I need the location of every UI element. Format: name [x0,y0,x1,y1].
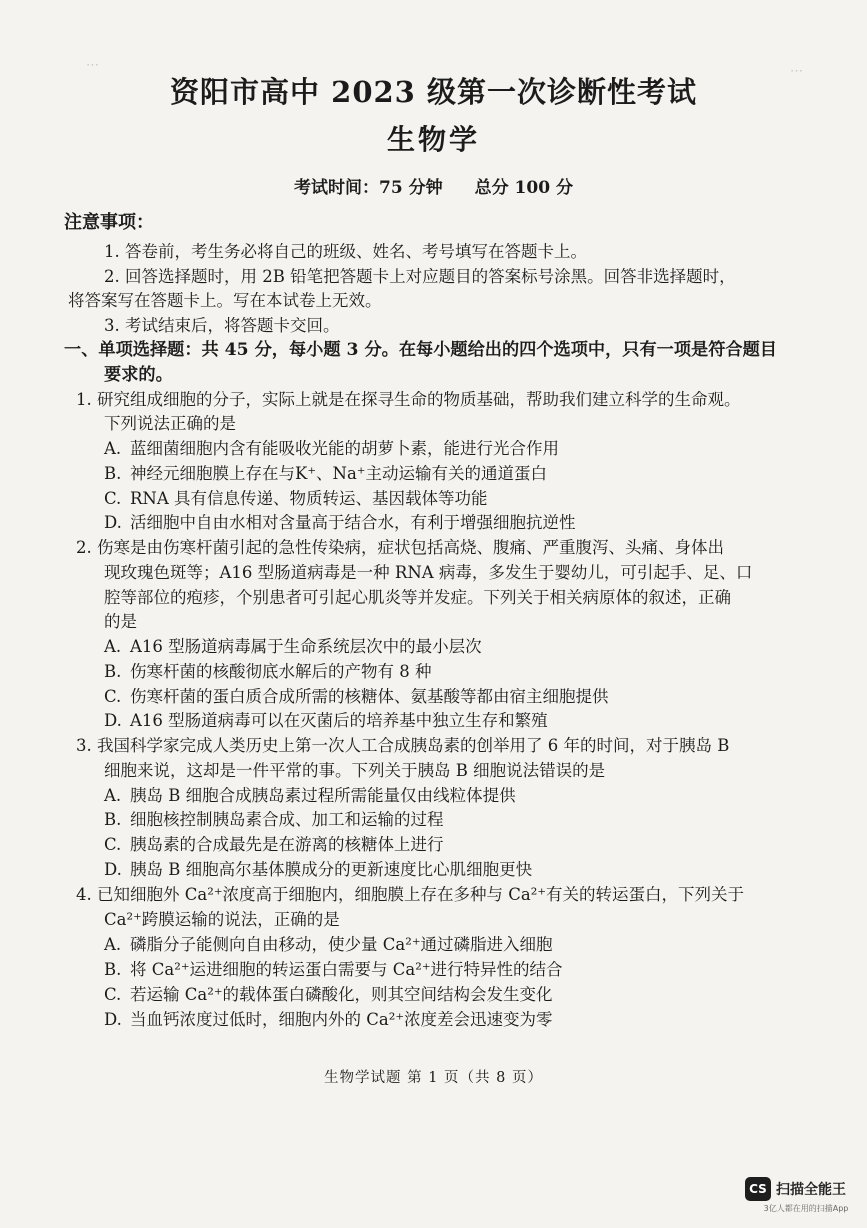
question-number: 3. [76,736,92,755]
question-stem-cont: 下列说法正确的是 [104,414,236,433]
scanner-watermark [745,1177,867,1211]
bleed-through-mark: ⋯ [790,64,803,79]
notice-item: 3. 考试结束后，将答题卡交回。 [104,316,340,335]
option-d: D. 胰岛 B 细胞高尔基体膜成分的更新速度比心肌细胞更快 [104,860,533,879]
question-stem-cont: 细胞来说，这却是一件平常的事。下列关于胰岛 B 细胞说法错误的是 [104,761,606,780]
question-stem-cont: Ca²⁺跨膜运输的说法，正确的是 [104,910,340,929]
question-stem-cont: 现玫瑰色斑等；A16 型肠道病毒是一种 RNA 病毒，多发生于婴幼儿，可引起手、足、口 [104,563,753,582]
question-number: 1. [76,390,92,409]
notice-item: 1. 答卷前，考生务必将自己的班级、姓名、考号填写在答题卡上。 [104,242,587,261]
scanner-app-name: 扫描全能王 [776,1182,846,1198]
notice-item: 2. 回答选择题时，用 2B 铅笔把答题卡上对应题目的答案标号涂黑。回答非选择题时， [104,267,736,286]
exam-meta [0,173,867,198]
question-number: 2. [76,538,92,557]
question-stem-cont: 的是 [104,612,137,631]
option-a: A. 胰岛 B 细胞合成胰岛素过程所需能量仅由线粒体提供 [104,786,516,805]
subject-title: 生物学 [386,123,480,156]
option-d: D. 活细胞中自由水相对含量高于结合水，有利于增强细胞抗逆性 [104,513,576,532]
bleed-through-mark: ⋯ [86,58,99,73]
option-c: C. 胰岛素的合成最先是在游离的核糖体上进行 [104,835,444,854]
option-a: A. 磷脂分子能侧向自由移动，使少量 Ca²⁺通过磷脂进入细胞 [104,935,553,954]
question-stem: 1. 研究组成细胞的分子，实际上就是在探寻生命的物质基础，帮助我们建立科学的生命观。 [76,390,741,409]
section-heading: 一、单项选择题：共 45 分，每小题 3 分。在每小题给出的四个选项中，只有一项是符合题目 [64,340,777,360]
camscanner-logo-icon: CS [745,1177,771,1201]
option-d: D. 当血钙浓度过低时，细胞内外的 Ca²⁺浓度差会迅速变为零 [104,1010,553,1029]
exam-title: 资阳市高中 2023 级第一次诊断性考试 [170,75,697,109]
scanner-tagline: 3亿人都在用的扫描App [763,1204,849,1213]
question-stem: 3. 我国科学家完成人类历史上第一次人工合成胰岛素的创举用了 6 年的时间，对于胰岛 B [76,736,730,755]
page-footer: 生物学试题 第 1 页（共 8 页） [324,1070,543,1086]
exam-time: 考试时间：75 分钟 [294,178,443,198]
exam-total-score: 总分 100 分 [474,178,573,198]
question-number: 4. [76,885,92,904]
option-c: C. 若运输 Ca²⁺的载体蛋白磷酸化，则其空间结构会发生变化 [104,985,553,1004]
option-c: C. RNA 具有信息传递、物质转运、基因载体等功能 [104,489,488,508]
question-stem: 4. 已知细胞外 Ca²⁺浓度高于细胞内，细胞膜上存在多种与 Ca²⁺有关的转运蛋白，下列关于 [76,885,745,904]
notice-heading: 注意事项： [64,212,154,233]
option-b: B. 将 Ca²⁺运进细胞的转运蛋白需要与 Ca²⁺进行特异性的结合 [104,960,563,979]
option-b: B. 伤寒杆菌的核酸彻底水解后的产物有 8 种 [104,662,432,681]
notice-item: 将答案写在答题卡上。写在本试卷上无效。 [68,291,382,310]
option-a: A. 蓝细菌细胞内含有能吸收光能的胡萝卜素，能进行光合作用 [104,439,559,458]
option-d: D. A16 型肠道病毒可以在灭菌后的培养基中独立生存和繁殖 [104,711,548,730]
question-stem-cont: 腔等部位的疱疹，个别患者可引起心肌炎等并发症。下列关于相关病原体的叙述，正确 [104,588,731,607]
option-c: C. 伤寒杆菌的蛋白质合成所需的核糖体、氨基酸等都由宿主细胞提供 [104,687,609,706]
option-a: A. A16 型肠道病毒属于生命系统层次中的最小层次 [104,637,482,656]
option-b: B. 细胞核控制胰岛素合成、加工和运输的过程 [104,810,444,829]
option-b: B. 神经元细胞膜上存在与K⁺、Na⁺主动运输有关的通道蛋白 [104,464,548,483]
section-heading-cont: 要求的。 [104,365,173,385]
question-stem: 2. 伤寒是由伤寒杆菌引起的急性传染病，症状包括高烧、腹痛、严重腹泻、头痛、身体出 [76,538,724,557]
